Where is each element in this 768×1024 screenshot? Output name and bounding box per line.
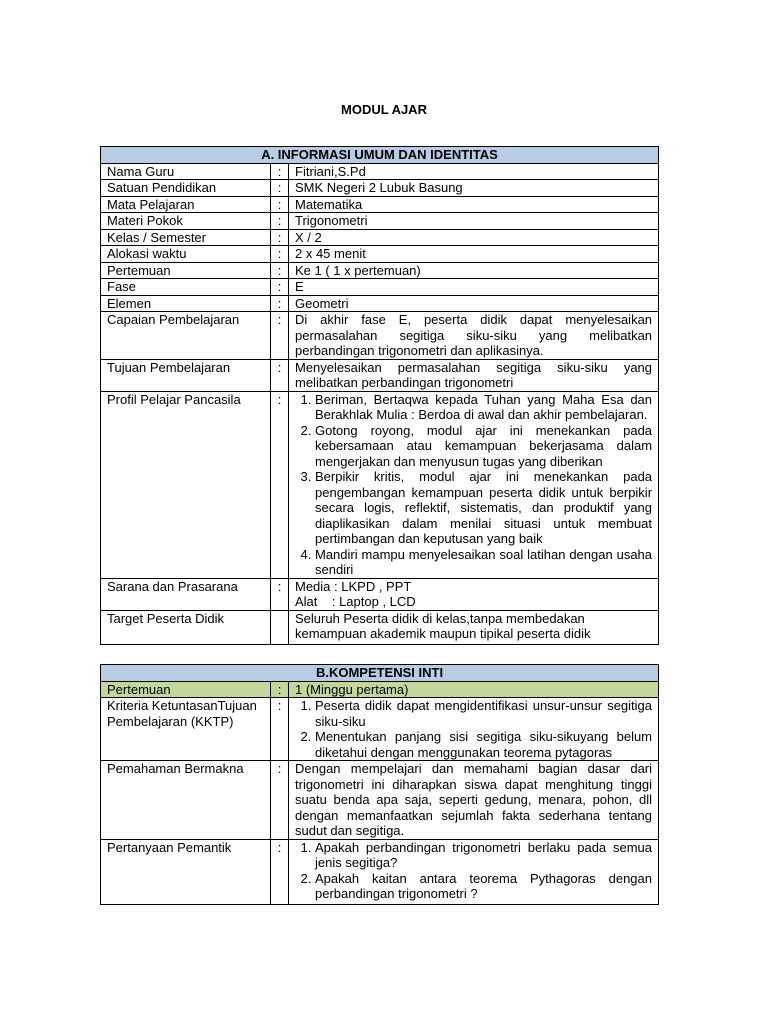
row-label: Profil Pelajar Pancasila <box>101 391 271 578</box>
row-value: Di akhir fase E, peserta didik dapat menyelesaikan permasalahan segitiga siku-siku yang melibatkan perbandingan trigonometri dan aplikasinya. <box>289 312 659 360</box>
row-label: Pertemuan <box>101 681 271 698</box>
row-label: Pemahaman Bermakna <box>101 761 271 840</box>
table-row <box>101 761 659 840</box>
row-colon: : <box>271 163 289 180</box>
row-label: Capaian Pembelajaran <box>101 312 271 360</box>
section-a-heading: A. INFORMASI UMUM DAN IDENTITAS <box>101 147 659 164</box>
row-value: Ke 1 ( 1 x pertemuan) <box>289 262 659 279</box>
table-row <box>101 698 659 761</box>
list-item: 1. Peserta didik dapat mengidentifikasi unsur-unsur segitiga siku-siku <box>315 698 652 729</box>
table-row <box>101 578 659 610</box>
row-value <box>289 578 659 610</box>
list-item: 1. Beriman, Bertaqwa kepada Tuhan yang Maha Esa dan Berakhlak Mulia : Berdoa di awal dan akhir pembelajaran. <box>315 392 652 423</box>
pertanyaan-list <box>295 840 652 902</box>
table-row <box>101 163 659 180</box>
table-row <box>101 213 659 230</box>
row-value: Geometri <box>289 295 659 312</box>
table-row <box>101 839 659 904</box>
row-colon: : <box>271 681 289 698</box>
row-value: X / 2 <box>289 229 659 246</box>
list-item: 2. Gotong royong, modul ajar ini menekankan pada kebersamaan atau kemampuan bekerjasama dalam mengerjakan dan menyusun tugas yang diberikan <box>315 423 652 470</box>
row-value: 2 x 45 menit <box>289 246 659 263</box>
row-value: Dengan mempelajari dan memahami bagian dasar dari trigonometri ini diharapkan siswa dapat menghitung tinggi suatu benda apa saja, seperti gedung, menara, pohon, dll dengan memanfaatkan sejumlah fakta sederhana tentang sudut dan segitiga. <box>289 761 659 840</box>
table-row <box>101 196 659 213</box>
table-row <box>101 279 659 296</box>
row-label: Pertanyaan Pemantik <box>101 839 271 904</box>
row-colon: : <box>271 578 289 610</box>
row-colon: : <box>271 761 289 840</box>
identity-table <box>100 146 659 645</box>
row-colon: : <box>271 391 289 578</box>
row-label: Pertemuan <box>101 262 271 279</box>
row-value <box>289 698 659 761</box>
row-value <box>289 391 659 578</box>
list-item: 2. Menentukan panjang sisi segitiga siku-sikuyang belum diketahui dengan menggunakan teorema pytagoras <box>315 729 652 760</box>
sarana-alat: Alat : Laptop , LCD <box>295 594 416 609</box>
row-value: 1 (Minggu pertama) <box>289 681 659 698</box>
row-colon: : <box>271 180 289 197</box>
row-label: Alokasi waktu <box>101 246 271 263</box>
list-item: 4. Mandiri mampu menyelesaikan soal latihan dengan usaha sendiri <box>315 547 652 578</box>
row-colon: : <box>271 229 289 246</box>
row-colon <box>271 610 289 644</box>
row-label: Target Peserta Didik <box>101 610 271 644</box>
row-colon: : <box>271 839 289 904</box>
page-title: MODUL AJAR <box>341 102 427 117</box>
row-colon: : <box>271 246 289 263</box>
table-row <box>101 359 659 391</box>
kktp-list <box>295 698 652 760</box>
row-label: Tujuan Pembelajaran <box>101 359 271 391</box>
row-colon: : <box>271 196 289 213</box>
row-colon: : <box>271 312 289 360</box>
list-item: 1. Apakah perbandingan trigonometri berlaku pada semua jenis segitiga? <box>315 840 652 871</box>
table-row <box>101 262 659 279</box>
table-row <box>101 681 659 698</box>
row-label: Mata Pelajaran <box>101 196 271 213</box>
row-value <box>289 839 659 904</box>
table-row <box>101 295 659 312</box>
row-value: Seluruh Peserta didik di kelas,tanpa membedakan kemampuan akademik maupun tipikal peserta didik <box>289 610 659 644</box>
list-item: 2. Apakah kaitan antara teorema Pythagoras dengan perbandingan trigonometri ? <box>315 871 652 902</box>
row-label: Kriteria KetuntasanTujuan Pembelajaran (KKTP) <box>101 698 271 761</box>
row-label: Kelas / Semester <box>101 229 271 246</box>
row-colon: : <box>271 295 289 312</box>
row-label: Nama Guru <box>101 163 271 180</box>
row-label: Materi Pokok <box>101 213 271 230</box>
row-colon: : <box>271 359 289 391</box>
row-label: Sarana dan Prasarana <box>101 578 271 610</box>
table-row <box>101 229 659 246</box>
row-colon: : <box>271 279 289 296</box>
row-value: SMK Negeri 2 Lubuk Basung <box>289 180 659 197</box>
row-label: Fase <box>101 279 271 296</box>
row-colon: : <box>271 213 289 230</box>
table-row <box>101 246 659 263</box>
row-value: Menyelesaikan permasalahan segitiga siku-siku yang melibatkan perbandingan trigonometri <box>289 359 659 391</box>
row-value: Fitriani,S.Pd <box>289 163 659 180</box>
table-row <box>101 610 659 644</box>
row-value: E <box>289 279 659 296</box>
row-value: Matematika <box>289 196 659 213</box>
profil-list <box>295 392 652 578</box>
sarana-media: Media : LKPD , PPT <box>295 578 412 594</box>
competency-table <box>100 664 659 905</box>
row-colon: : <box>271 698 289 761</box>
row-label: Elemen <box>101 295 271 312</box>
row-value: Trigonometri <box>289 213 659 230</box>
row-label: Satuan Pendidikan <box>101 180 271 197</box>
section-b-heading: B.KOMPETENSI INTI <box>101 665 659 682</box>
list-item: 3. Berpikir kritis, modul ajar ini menekankan pada pengembangan kemampuan peserta didik untuk berpikir secara logis, reflektif, sistematis, dan produktif yang diaplikasikan dalam menilai situasi untuk membuat pertimbangan dan keputusan yang baik <box>315 469 652 547</box>
row-colon: : <box>271 262 289 279</box>
table-row <box>101 312 659 360</box>
table-row <box>101 180 659 197</box>
table-row <box>101 391 659 578</box>
